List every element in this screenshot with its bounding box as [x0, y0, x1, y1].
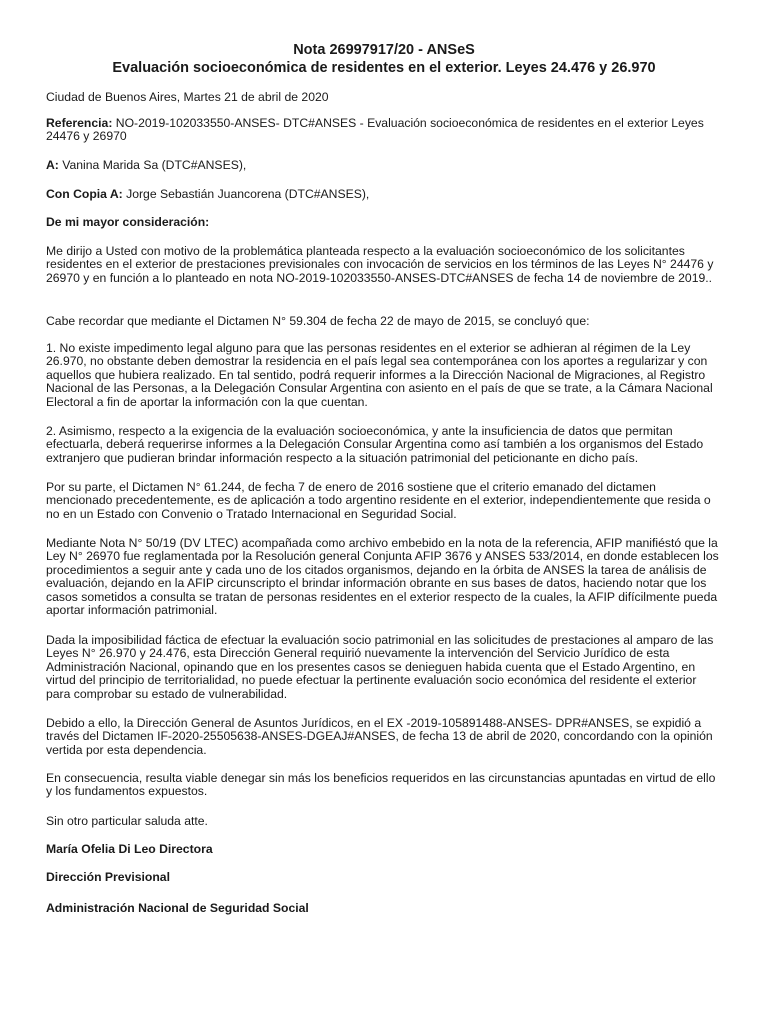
- body-paragraph: Sin otro particular saluda atte.: [46, 814, 208, 828]
- body-paragraph: En consecuencia, resulta viable denegar sin más los beneficios requeridos en las circunstancias apuntadas en virtud de ello y los fundamentos expuestos.: [46, 771, 716, 799]
- body-paragraph: 2. Asimismo, respecto a la exigencia de la evaluación socioeconómica, y ante la insuficiencia de datos que permitan efectuarla, deberá requerirse informes a la Delegación Consular Argentina como así también a los organismos del Estado extranjero que pudieran brindar información respecto a la situación patrimonial del peticionante en dicho país.: [46, 424, 704, 465]
- recipient-label: A:: [46, 158, 59, 172]
- copy-to-text: Jorge Sebastián Juancorena (DTC#ANSES),: [122, 187, 370, 201]
- reference-label: Referencia:: [46, 116, 113, 130]
- title-line-2: Evaluación socioeconómica de residentes en el exterior. Leyes 24.476 y 26.970: [112, 60, 656, 76]
- reference-text: NO-2019-102033550-ANSES- DTC#ANSES - Evaluación socioeconómica de residentes en el exterior Leyes 24476 y 26970: [46, 116, 704, 144]
- body-paragraph: 1. No existe impedimento legal alguno para que las personas residentes en el exterior se adhieran al régimen de la Ley 26.970, no obstante deben demostrar la residencia en el país legal sea contemporánea con los aportes a regularizar y con aquellos que hubiera realizado. En tal sentido, podrá requerir informes a la Dirección Nacional de Migraciones, al Registro Nacional de las Personas, a la Delegación Consular Argentina con asiento en el país de que se trate, a la Cámara Nacional Electoral a fin de aportar la información con la que cuentan.: [46, 341, 713, 409]
- recipient-text: Vanina Marida Sa (DTC#ANSES),: [58, 158, 247, 172]
- signature-department: Dirección Previsional: [46, 870, 170, 884]
- body-paragraph: Mediante Nota N° 50/19 (DV LTEC) acompañada como archivo embebido en la nota de la referencia, AFIP manifiéstó que la Ley N° 26970 fue reglamentada por la Resolución general Conjunta AFIP 3676 y ANSES 533/2014, en donde establecen los procedimientos a seguir ante y cada uno de los citados organismos, dejando en la órbita de ANSES la tarea de análisis de evaluación, dejando en la AFIP circunscripto el brindar información obrante en sus bases de datos, haciendo notar que los casos sometidos a consulta se tratan de personas residentes en el exterior respecto de la cuales, la AFIP difícilmente pueda aportar información patrimonial.: [46, 536, 719, 618]
- copy-to-label: Con Copia A:: [46, 187, 123, 201]
- body-paragraph: Cabe recordar que mediante el Dictamen N° 59.304 de fecha 22 de mayo de 2015, se concluyó que:: [46, 314, 590, 328]
- document-title: [0, 41, 768, 77]
- signature-organization: Administración Nacional de Seguridad Social: [46, 901, 309, 915]
- body-paragraph: Me dirijo a Usted con motivo de la problemática planteada respecto a la evaluación socioeconómico de los solicitantes residentes en el exterior de prestaciones previsionales con invocación de servicios en los términos de las Leyes N° 24476 y 26970 y en función a lo planteado en nota NO-2019-102033550-ANSES-DTC#ANSES de fecha 14 de noviembre de 2019..: [46, 244, 714, 285]
- place-date: Ciudad de Buenos Aires, Martes 21 de abril de 2020: [46, 90, 329, 104]
- title-line-1: Nota 26997917/20 - ANSeS: [293, 42, 475, 58]
- body-paragraph: Por su parte, el Dictamen N° 61.244, de fecha 7 de enero de 2016 sostiene que el criterio emanado del dictamen mencionado precedentemente, es de aplicación a todo argentino residente en el exterior, independientemente que resida o no en un Estado con Convenio o Tratado Internacional en Seguridad Social.: [46, 480, 711, 521]
- salutation: De mi mayor consideración:: [46, 215, 210, 229]
- copy-to-block: [46, 188, 722, 201]
- reference-block: [46, 117, 718, 144]
- signature-name: María Ofelia Di Leo Directora: [46, 842, 213, 856]
- body-paragraph: Dada la imposibilidad fáctica de efectuar la evaluación socio patrimonial en las solicitudes de prestaciones al amparo de las Leyes N° 26.970 y 24.476, esta Dirección General requirió nuevamente la intervención del Servicio Jurídico de esta Administración Nacional, opinando que en los presentes casos se denieguen habida cuenta que el Estado Argentino, en virtud del principio de territorialidad, no puede efectuar la pertinente evaluación socio económica del residente el exterior para comprobar su estado de vulnerabilidad.: [46, 633, 714, 701]
- recipient-block: [46, 159, 722, 172]
- body-paragraph: Debido a ello, la Dirección General de Asuntos Jurídicos, en el EX -2019-105891488-ANSES- DPR#ANSES, se expidió a través del Dictamen IF-2020-25505638-ANSES-DGEAJ#ANSES, de fecha 13 de abril de 2020, concordando con la opinión vertida por esta dependencia.: [46, 716, 713, 757]
